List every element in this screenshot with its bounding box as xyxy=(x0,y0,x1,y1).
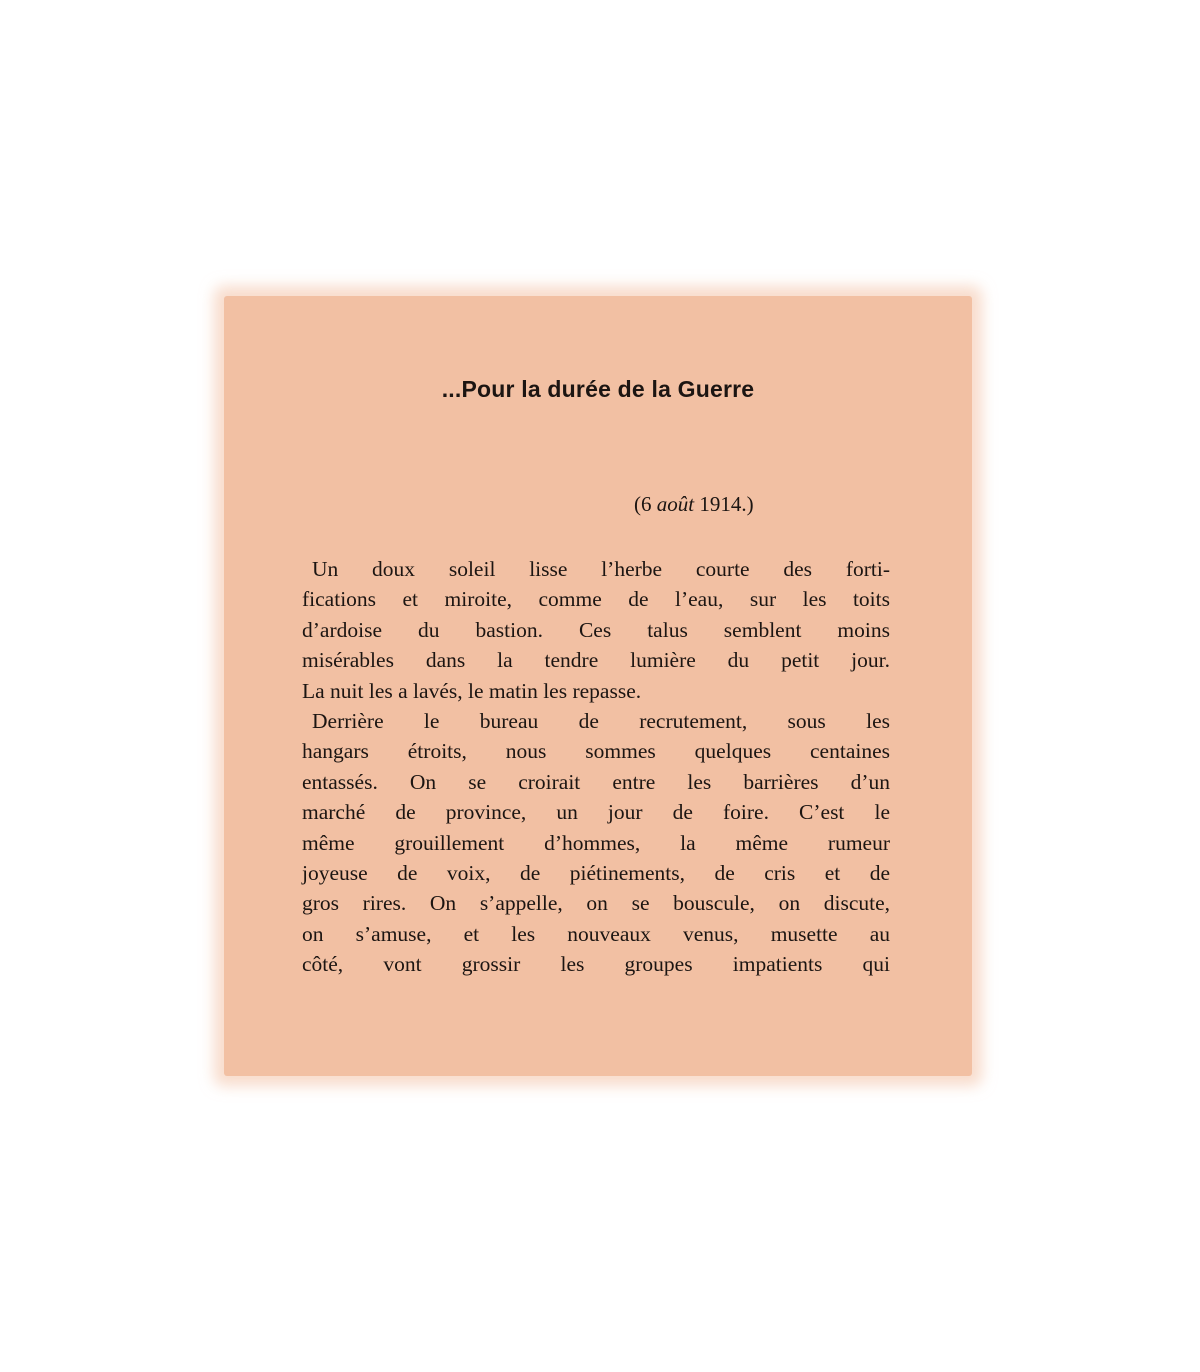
date-month: août xyxy=(656,492,695,516)
text-line: Un doux soleil lisse l’herbe courte des forti- xyxy=(312,557,890,581)
body-text xyxy=(302,554,890,980)
text-line: Derrière le bureau de recrutement, sous les xyxy=(312,709,890,734)
chapter-title: ...Pour la durée de la Guerre xyxy=(441,376,755,402)
text-line: côté, vont grossir les groupes impatients qui xyxy=(302,952,890,977)
text-line: fications et miroite, comme de l’eau, sur les toits xyxy=(302,587,890,612)
dateline xyxy=(634,492,754,517)
text-line: La nuit les a lavés, le matin les repasse. xyxy=(302,678,642,703)
paragraph-1 xyxy=(302,554,890,706)
text-line: joyeuse de voix, de piétinements, de cris et de xyxy=(302,861,890,886)
text-line: d’ardoise du bastion. Ces talus semblent moins xyxy=(302,617,890,642)
date-year: 1914.) xyxy=(694,492,754,516)
paragraph-2 xyxy=(302,706,890,980)
text-line: entassés. On se croirait entre les barrières d’un xyxy=(302,769,890,794)
date-open: (6 xyxy=(634,492,657,516)
text-line: hangars étroits, nous sommes quelques centaines xyxy=(302,739,890,764)
text-line: on s’amuse, et les nouveaux venus, musette au xyxy=(302,921,890,946)
book-page xyxy=(224,296,972,1076)
text-line: gros rires. On s’appelle, on se bouscule, on discute, xyxy=(302,891,890,916)
text-line: misérables dans la tendre lumière du petit jour. xyxy=(302,648,890,673)
text-line: même grouillement d’hommes, la même rumeur xyxy=(302,830,890,855)
text-line: marché de province, un jour de foire. C’est le xyxy=(302,800,890,825)
